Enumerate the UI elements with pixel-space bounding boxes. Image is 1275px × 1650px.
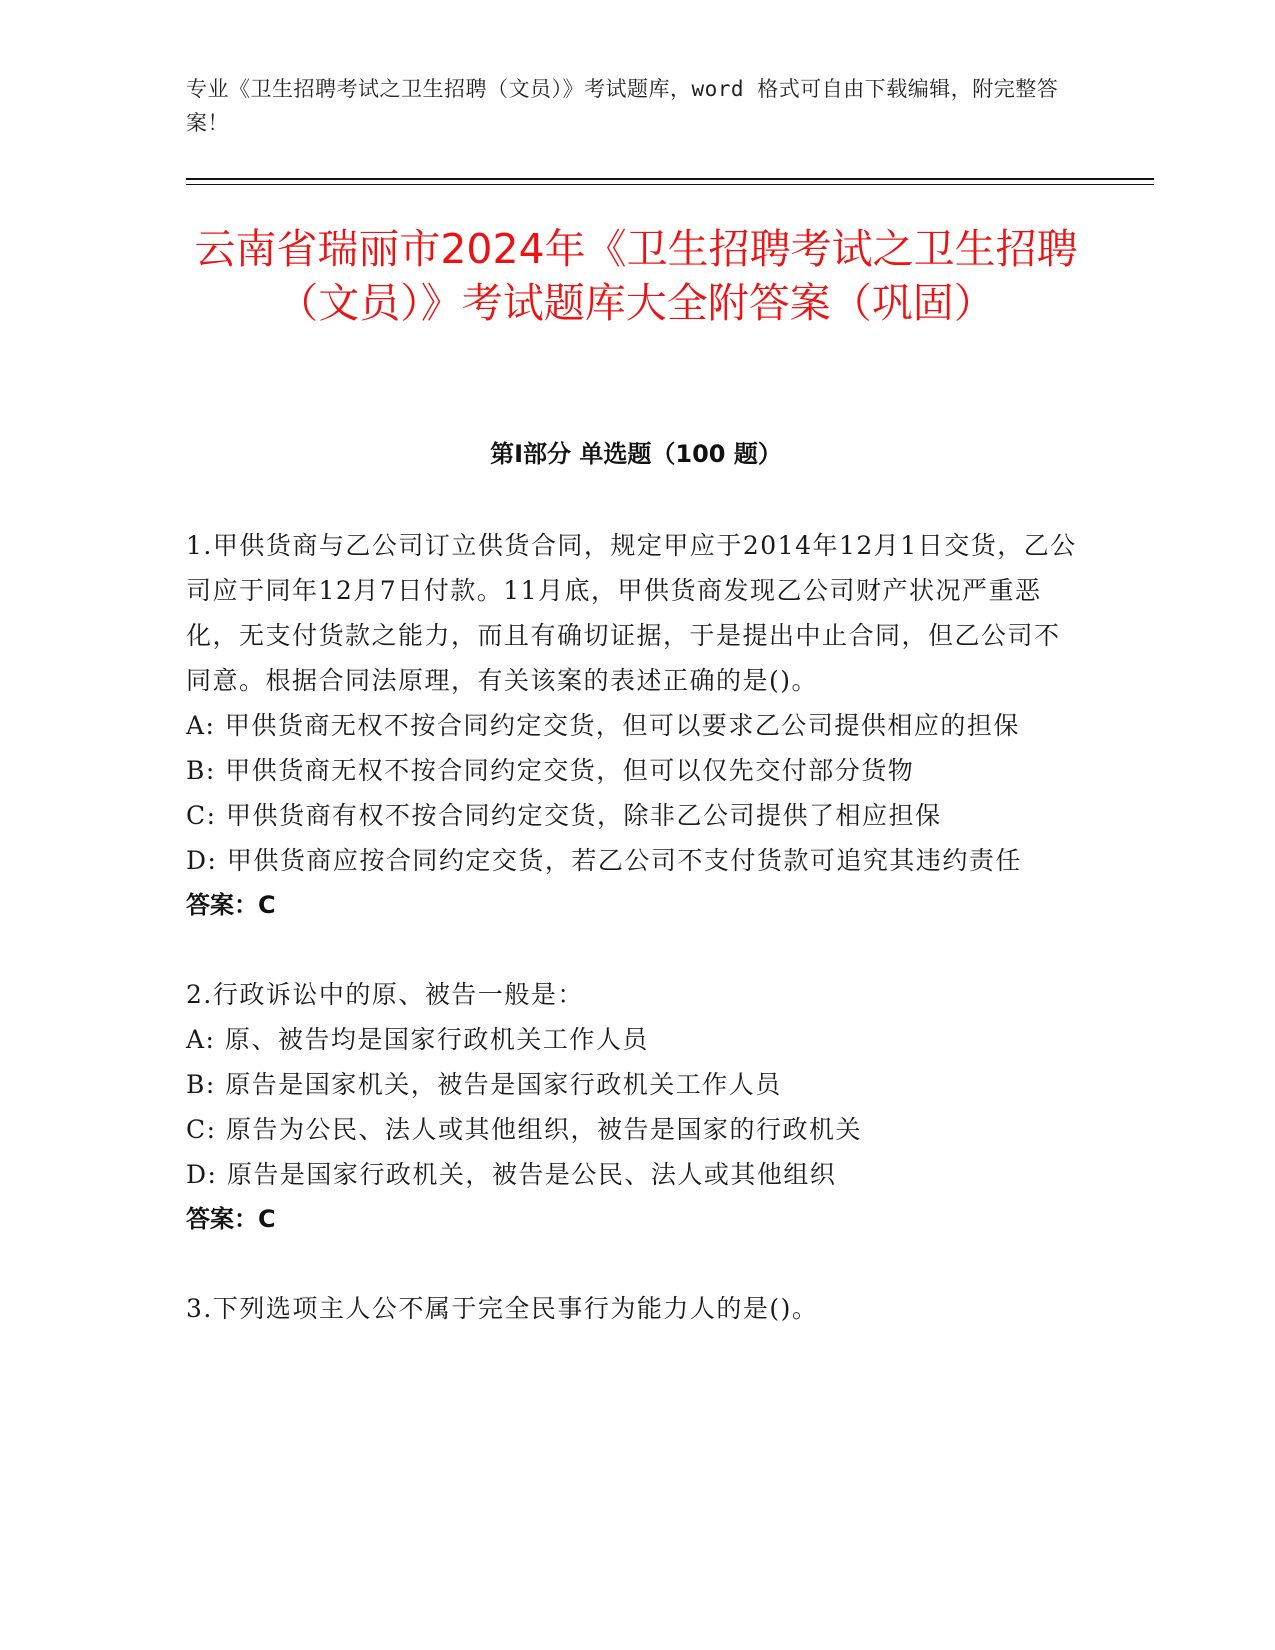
header-rule-thin	[186, 184, 1154, 185]
header-note: 专业《卫生招聘考试之卫生招聘（文员）》考试题库，word 格式可自由下载编辑，附完整答案！	[186, 77, 1059, 135]
option-c: C: 甲供货商有权不按合同约定交货，除非乙公司提供了相应担保	[186, 801, 942, 830]
header-rule-thick	[186, 178, 1154, 180]
question-list	[186, 523, 1086, 1375]
question-1	[186, 523, 1086, 928]
answer: 答案：C	[186, 1205, 276, 1233]
question-text: 2.行政诉讼中的原、被告一般是：	[186, 980, 584, 1009]
section-title: 第Ⅰ部分 单选题（100 题）	[490, 440, 782, 468]
question-3	[186, 1286, 1086, 1331]
question-text: 1.甲供货商与乙公司订立供货合同，规定甲应于2014年12月1日交货，乙公司应于同年12月7日付款。11月底，甲供货商发现乙公司财产状况严重恶化，无支付货款之能力，而且有确切证据，于是提出中止合同，但乙公司不同意。根据合同法原理，有关该案的表述正确的是()。	[186, 531, 1077, 695]
option-b: B: 甲供货商无权不按合同约定交货，但可以仅先交付部分货物	[186, 756, 915, 785]
option-b: B: 原告是国家机关，被告是国家行政机关工作人员	[186, 1070, 782, 1099]
question-2	[186, 972, 1086, 1242]
option-d: D: 甲供货商应按合同约定交货，若乙公司不支付货款可追究其违约责任	[186, 846, 1022, 875]
option-a: A: 甲供货商无权不按合同约定交货，但可以要求乙公司提供相应的担保	[186, 711, 1020, 740]
answer: 答案：C	[186, 891, 276, 919]
option-a: A: 原、被告均是国家行政机关工作人员	[186, 1025, 649, 1054]
document-title: 云南省瑞丽市2024年《卫生招聘考试之卫生招聘（文员）》考试题库大全附答案（巩固）	[194, 225, 1078, 327]
question-text: 3.下列选项主人公不属于完全民事行为能力人的是()。	[186, 1294, 819, 1323]
option-c: C: 原告为公民、法人或其他组织，被告是国家的行政机关	[186, 1115, 863, 1144]
option-d: D: 原告是国家行政机关，被告是公民、法人或其他组织	[186, 1160, 837, 1189]
